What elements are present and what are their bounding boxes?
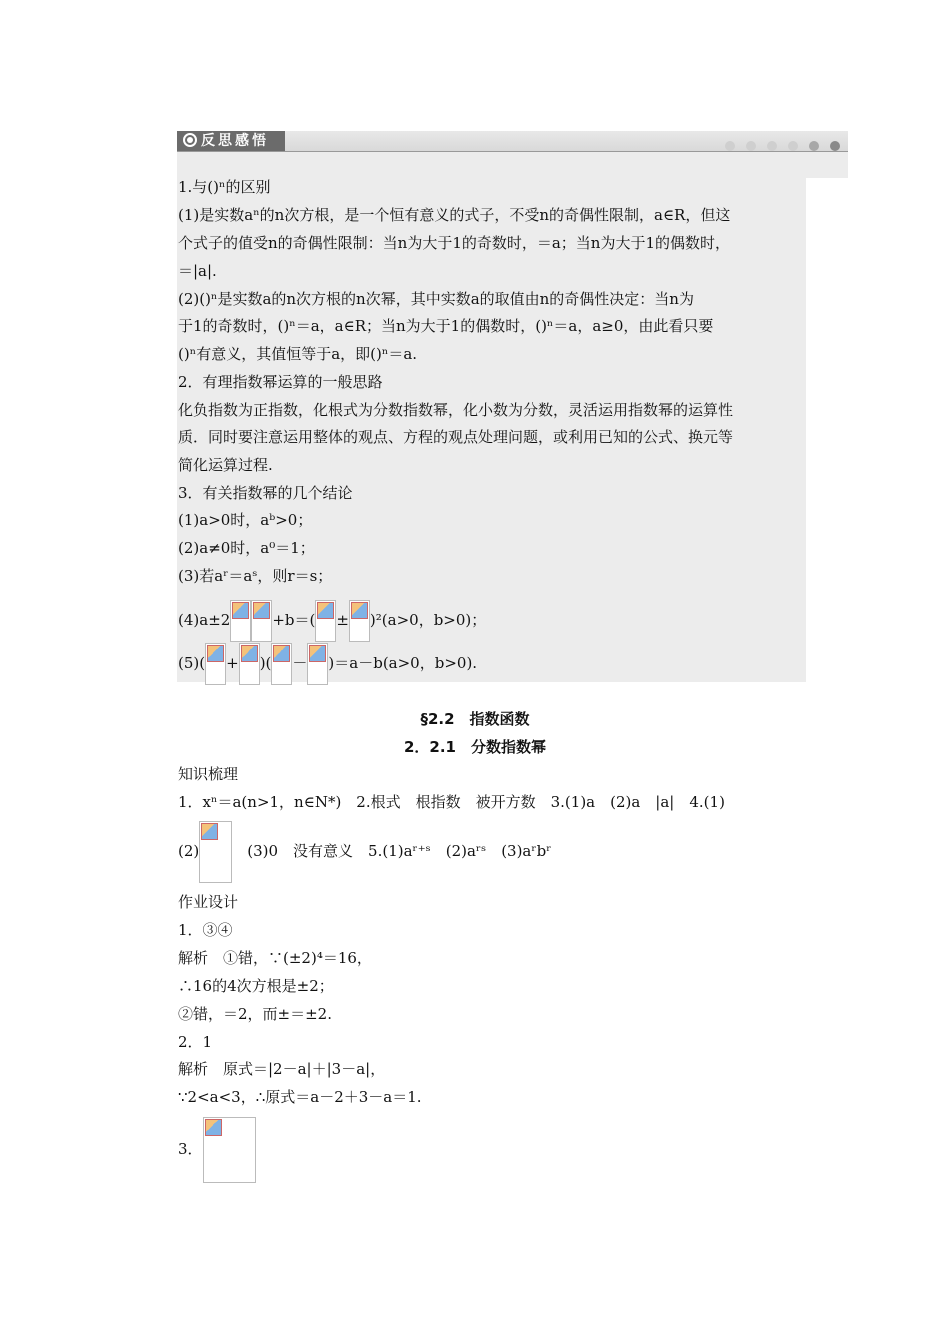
section-subtitle: 2．2.1 分数指数幂 <box>403 738 546 756</box>
reflection-header <box>177 131 848 152</box>
reflection-line: 化负指数为正指数，化根式为分数指数幂，化小数为分数，灵活运用指数幂的运算性 <box>178 401 734 419</box>
answer-line: 3． <box>178 1115 256 1183</box>
knowledge-heading: 知识梳理 <box>178 765 239 783</box>
formula-line-4: (4)a±2 +b＝( ± )²(a>0，b>0)； <box>178 598 486 642</box>
reflection-line: 3．有关指数幂的几个结论 <box>178 484 353 502</box>
formula-image-icon <box>205 643 226 685</box>
reflection-line: (1)a>0时，aᵇ>0； <box>178 511 313 529</box>
answer-line: 解析 原式＝|2－a|＋|3－a|， <box>178 1060 386 1078</box>
formula-image-icon <box>203 1117 256 1183</box>
reflection-label: 反思感悟 <box>201 133 269 149</box>
reflection-line: (3)若aʳ＝aˢ，则r＝s； <box>178 567 333 585</box>
formula-image-icon <box>239 643 260 685</box>
answer-line: 2．1 <box>178 1033 213 1051</box>
answer-line: ∴16的4次方根是±2； <box>178 977 334 995</box>
formula-image-icon <box>307 643 328 685</box>
reflection-line: (2)()ⁿ是实数a的n次方根的n次幂，其中实数a的取值由n的奇偶性决定：当n为 <box>178 290 694 308</box>
formula-image-icon <box>251 600 272 642</box>
formula-line-5: (5)( + )( － )＝a－b(a>0，b>0). <box>178 641 477 685</box>
answer-line: (2) (3)0 没有意义 5.(1)aʳ⁺ˢ (2)aʳˢ (3)aʳbʳ <box>178 818 551 884</box>
reflection-line: ＝|a|. <box>178 262 217 280</box>
reflection-line: (2)a≠0时，a⁰＝1； <box>178 539 315 557</box>
target-icon <box>183 133 197 147</box>
reflection-line: ()ⁿ有意义，其值恒等于a，即()ⁿ＝a. <box>178 345 418 363</box>
formula-image-icon <box>199 821 232 883</box>
reflection-line: 2．有理指数幂运算的一般思路 <box>178 373 383 391</box>
homework-heading: 作业设计 <box>178 893 239 911</box>
formula-image-icon <box>230 600 251 642</box>
formula-image-icon <box>271 643 292 685</box>
reflection-line: 个式子的值受n的奇偶性限制：当n为大于1的奇数时，＝a；当n为大于1的偶数时， <box>178 234 731 252</box>
answer-line: ②错，＝2，而±＝±2. <box>178 1005 332 1023</box>
header-extension <box>177 152 848 178</box>
reflection-line: (1)是实数aⁿ的n次方根，是一个恒有意义的式子，不受n的奇偶性限制，a∈R，但这 <box>178 206 731 224</box>
reflection-line: 简化运算过程. <box>178 456 273 474</box>
answer-line: 1．xⁿ＝a(n>1，n∈N*) 2.根式 根指数 被开方数 3.(1)a (2)a |a| 4.(1) <box>178 793 725 811</box>
reflection-line: 于1的奇数时，()ⁿ＝a，a∈R；当n为大于1的偶数时，()ⁿ＝a，a≥0，由此看只要 <box>178 317 714 335</box>
reflection-tab <box>177 131 285 151</box>
reflection-line: 1.与()ⁿ的区别 <box>178 178 271 196</box>
section-title: §2.2 指数函数 <box>420 710 530 728</box>
formula-image-icon <box>349 600 370 642</box>
answer-line: ∵2<a<3，∴原式＝a－2＋3－a＝1. <box>178 1088 422 1106</box>
reflection-line: 质．同时要注意运用整体的观点、方程的观点处理问题，或利用已知的公式、换元等 <box>178 428 734 446</box>
answer-line: 1．③④ <box>178 921 233 939</box>
formula-image-icon <box>315 600 336 642</box>
answer-line: 解析 ①错，∵(±2)⁴＝16， <box>178 949 372 967</box>
